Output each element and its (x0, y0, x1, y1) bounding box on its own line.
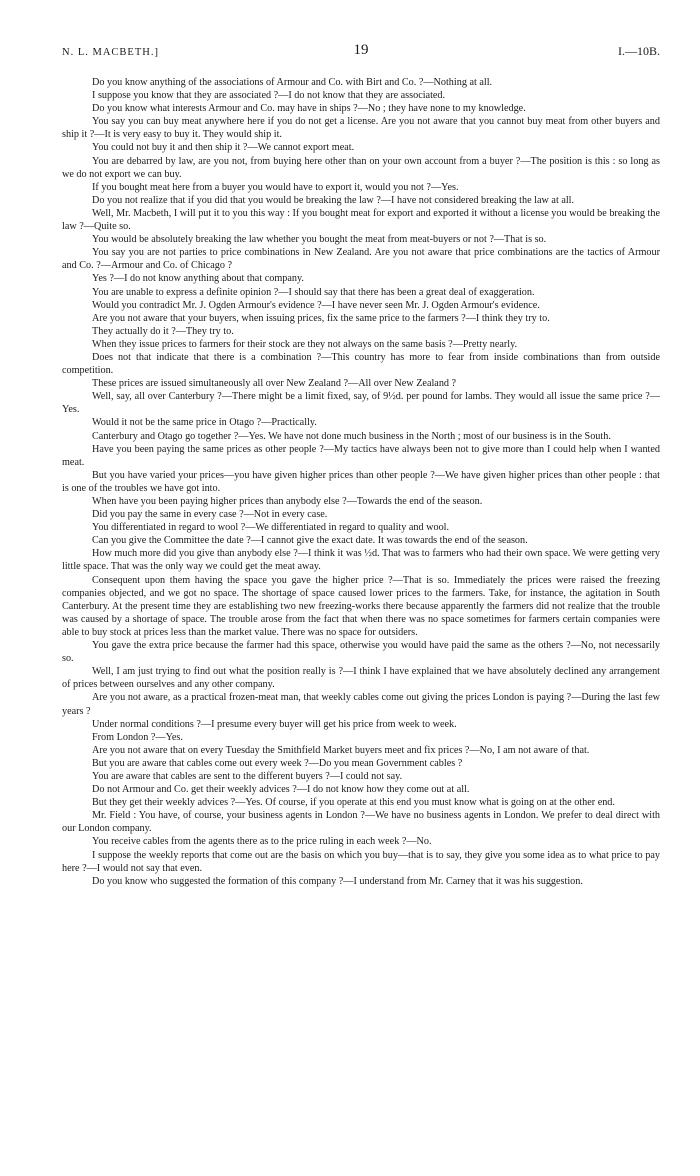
paragraph: Canterbury and Otago go together ?—Yes. We have not done much business in the North ; most of our business is in the South. (92, 430, 611, 442)
paragraph: Consequent upon them having the space you gave the higher price ?—That is so. Immediately the prices were raised the freezing companies objected, and we got no space. The shortage of space caused lower prices to the farmers. Take, for instance, the agitation in South Canterbury. At the present time they are establishing two new freezing-works there because apparently the farmers did not realize that the trouble was caused by a shortage of space. The trouble arose from the fact that when there was no space sometimes for farmers certain companies were able to buy stock at prices less than the market value. There was no space for outsiders. (62, 574, 660, 638)
paragraph: But you are aware that cables come out every week ?—Do you mean Government cables ? (92, 757, 463, 769)
paragraph: If you bought meat here from a buyer you would have to export it, would you not ?—Yes. (92, 181, 459, 193)
paragraph: Yes ?—I do not know anything about that company. (92, 273, 304, 285)
paragraph: You are debarred by law, are you not, from buying here other than on your own account from a buyer ?—The position is this : so long as we do not export we can buy. (62, 155, 660, 180)
paragraph: Have you been paying the same prices as other people ?—My tactics have always been not to give more than I could help when I wanted meat. (62, 443, 660, 468)
paragraph: Does not that indicate that there is a combination ?—This country has more to fear from inside combinations than from outside competition. (62, 351, 660, 377)
paragraph: Did you pay the same in every case ?—Not in every case. (92, 509, 328, 521)
paragraph: You are unable to express a definite opinion ?—I should say that there has been a great deal of exaggeration. (92, 286, 535, 298)
paragraph: From London ?—Yes. (92, 731, 183, 743)
paragraph: But they get their weekly advices ?—Yes. Of course, if you operate at this end you must know what is going on at the other end. (92, 797, 615, 809)
page-header (62, 44, 660, 66)
paragraph: You say you can buy meat anywhere here if you do not get a license. Are you not aware that you cannot buy meat from other buyers and ship it ?—It is very easy to buy it. They would ship it. (62, 116, 660, 141)
paragraph: How much more did you give than anybody else ?—I think it was ½d. That was to farmers who had their own space. We were getting very little space. That was the only way we could get the meat away. (62, 548, 660, 573)
paragraph: Do you know who suggested the formation of this company ?—I understand from Mr. Carney that it was his suggestion. (92, 875, 583, 887)
paragraph: Are you not aware that on every Tuesday the Smithfield Market buyers meet and fix prices ?—No, I am not aware of that. (92, 744, 590, 756)
header-witness-name: N. L. MACBETH.] (62, 47, 159, 58)
paragraph: Are you not aware that your buyers, when issuing prices, fix the same price to the farmers ?—I think they try to. (92, 312, 550, 324)
paragraph: You would be absolutely breaking the law whether you bought the meat from meat-buyers or not ?—That is so. (92, 234, 547, 246)
paragraph: They actually do it ?—They try to. (92, 325, 234, 337)
paragraph: Do you know anything of the associations of Armour and Co. with Birt and Co. ?—Nothing at all. (92, 77, 493, 88)
paragraph: You receive cables from the agents there as to the price ruling in each week ?—No. (92, 836, 432, 848)
document-page (62, 44, 660, 888)
paragraph: These prices are issued simultaneously all over New Zealand ?—All over New Zealand ? (92, 378, 457, 390)
document-reference: I.—10B. (618, 44, 660, 58)
paragraph: Under normal conditions ?—I presume every buyer will get his price from week to week. (92, 718, 457, 730)
paragraph: Mr. Field : You have, of course, your business agents in London ?—We have no business agents in London. We prefer to deal direct with our London company. (62, 810, 660, 835)
paragraph: Well, Mr. Macbeth, I will put it to you this way : If you bought meat for export and exported it without a license you would be breaking the law ?—Quite so. (62, 207, 660, 233)
paragraph: Can you give the Committee the date ?—I cannot give the exact date. It was towards the end of the season. (92, 535, 528, 547)
paragraph: Well, I am just trying to find out what the position really is ?—I think I have explained that we have absolutely declined any arrangement of prices between ourselves and any other company. (62, 666, 660, 691)
paragraph: Do not Armour and Co. get their weekly advices ?—I do not know how they come out at all. (92, 784, 470, 796)
paragraph: Well, say, all over Canterbury ?—There might be a limit fixed, say, of 9½d. per pound for lambs. They would all issue the same price ?—Yes. (62, 391, 660, 416)
paragraph: I suppose the weekly reports that come out are the basis on which you buy—that is to say, they give you some idea as to what price to pay here ?—I would not say that even. (62, 849, 660, 874)
paragraph: Do you know what interests Armour and Co. may have in ships ?—No ; they have none to my knowledge. (92, 103, 526, 115)
paragraph: You differentiated in regard to wool ?—We differentiated in regard to quality and wool. (92, 522, 450, 534)
paragraph: You say you are not parties to price combinations in New Zealand. Are you not aware that price combinations are the tactics of Armour and Co. ?—Armour and Co. of Chicago ? (62, 247, 660, 272)
paragraph: When they issue prices to farmers for their stock are they not always on the same basis ?—Pretty nearly. (92, 338, 518, 350)
paragraph: But you have varied your prices—you have given higher prices than other people ?—We have given higher prices than other people : that is one of the troubles we have got into. (62, 469, 660, 494)
paragraph: You could not buy it and then ship it ?—We cannot export meat. (92, 142, 355, 154)
paragraph: I suppose you know that they are associated ?—I do not know that they are associated. (92, 90, 446, 102)
paragraph: Do you not realize that if you did that you would be breaking the law ?—I have not considered breaking the law at all. (92, 194, 575, 206)
paragraph: Would you contradict Mr. J. Ogden Armour's evidence ?—I have never seen Mr. J. Ogden Armour's evidence. (92, 299, 540, 311)
paragraph: You are aware that cables are sent to the different buyers ?—I could not say. (92, 770, 403, 782)
document-body (62, 76, 660, 888)
paragraph: You gave the extra price because the farmer had this space, otherwise you would have paid the same as the others ?—No, not necessarily so. (62, 640, 660, 665)
page-number: 19 (353, 42, 369, 58)
paragraph: When have you been paying higher prices than anybody else ?—Towards the end of the season. (92, 496, 483, 507)
paragraph: Are you not aware, as a practical frozen-meat man, that weekly cables come out giving the prices London is paying ?—During the last few years ? (62, 692, 660, 717)
paragraph: Would it not be the same price in Otago ?—Practically. (92, 417, 317, 429)
